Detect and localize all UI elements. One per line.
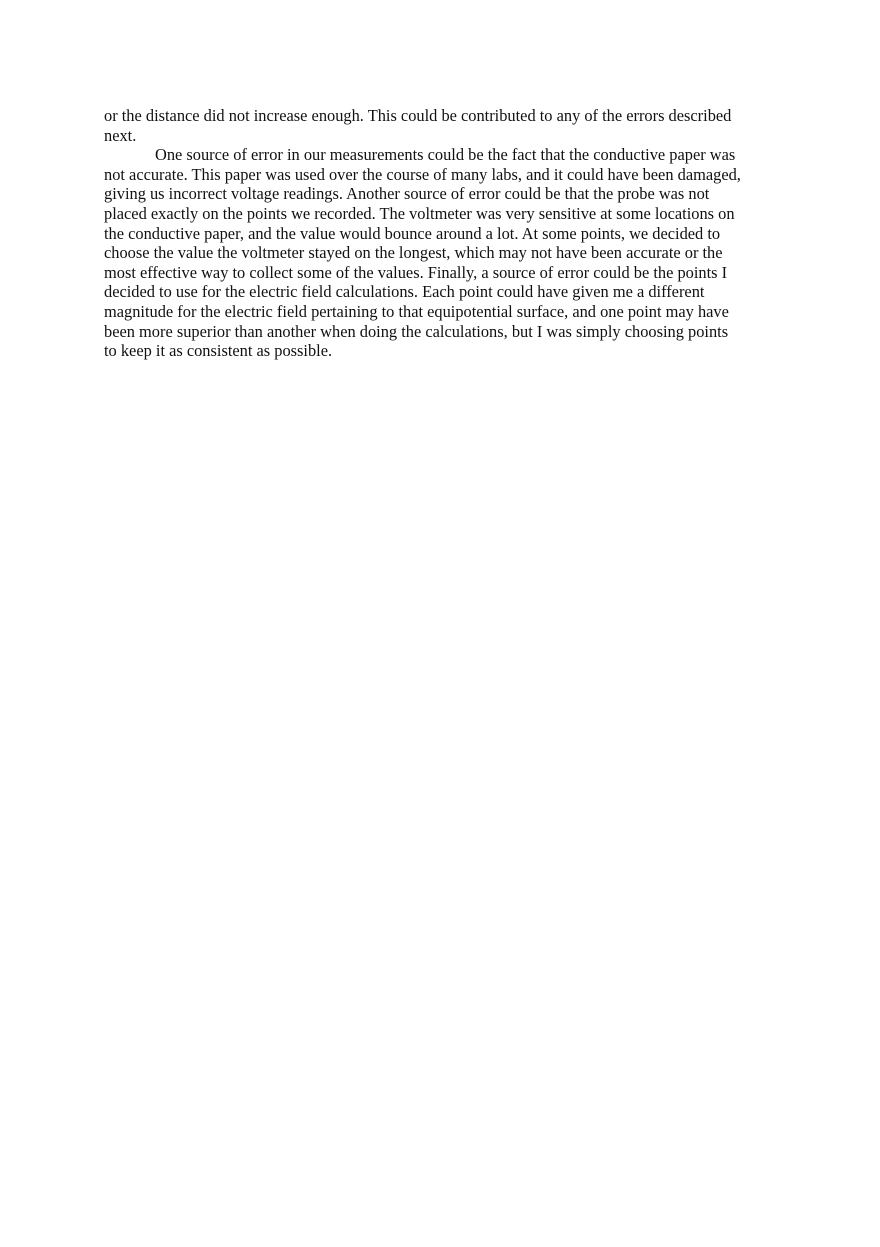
paragraph-2-line-5: the conductive paper, and the value would bounce around a lot. At some points, we decided to bbox=[104, 223, 721, 243]
paragraph-2-line-6: choose the value the voltmeter stayed on the longest, which may not have been accurate or the bbox=[104, 243, 723, 263]
paragraph-2-line-4: placed exactly on the points we recorded. The voltmeter was very sensitive at some locations on bbox=[104, 203, 735, 223]
paragraph-2-line-7: most effective way to collect some of the values. Finally, a source of error could be the points I bbox=[104, 262, 728, 282]
body-text bbox=[104, 106, 776, 361]
paragraph-1-line-1: or the distance did not increase enough. This could be contributed to any of the errors described bbox=[104, 106, 732, 125]
paragraph-1-line-2: next. bbox=[104, 125, 137, 145]
paragraph-2-line-2: not accurate. This paper was used over the course of many labs, and it could have been damaged, bbox=[104, 164, 741, 184]
paragraph-2-line-3: giving us incorrect voltage readings. Another source of error could be that the probe was not bbox=[104, 184, 710, 204]
paragraph-2-line-11: to keep it as consistent as possible. bbox=[104, 341, 333, 361]
paragraph-2-line-9: magnitude for the electric field pertaining to that equipotential surface, and one point may have bbox=[104, 301, 729, 321]
paragraph-2-line-1: One source of error in our measurements could be the fact that the conductive paper was bbox=[155, 145, 736, 165]
paragraph-2-line-10: been more superior than another when doing the calculations, but I was simply choosing points bbox=[104, 321, 729, 341]
paragraph-2-line-8: decided to use for the electric field calculations. Each point could have given me a different bbox=[104, 282, 705, 302]
